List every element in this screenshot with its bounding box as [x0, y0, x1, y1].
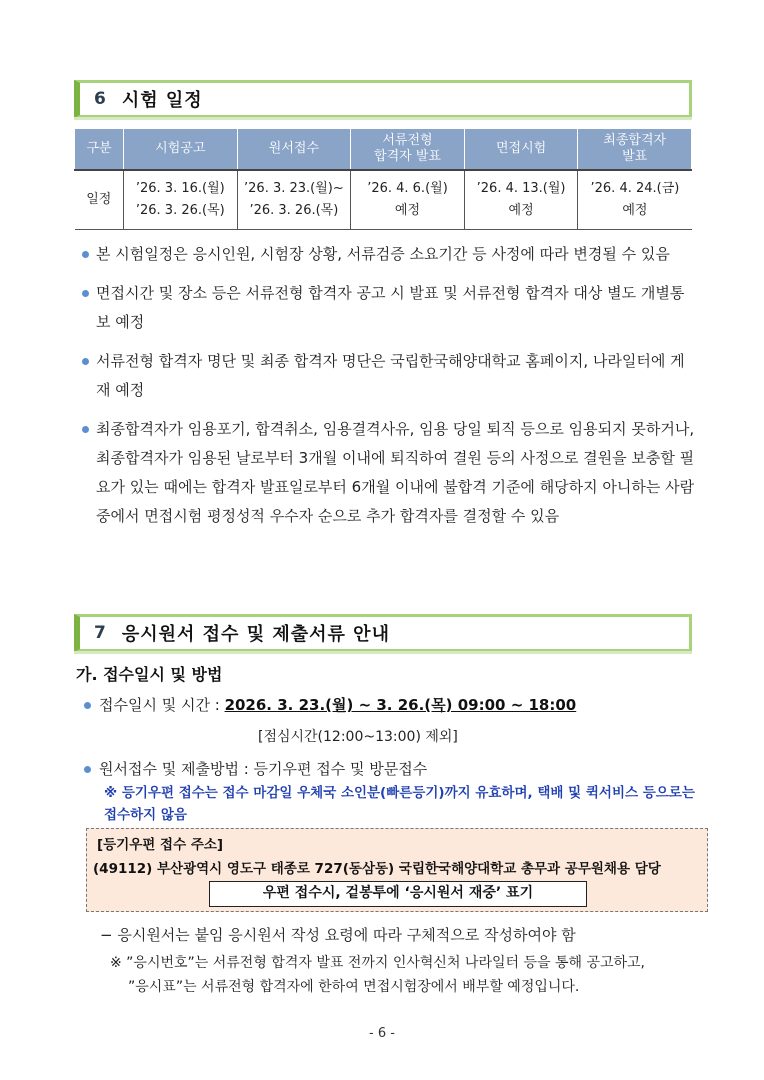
header-interview: 면접시험	[464, 129, 578, 171]
table-row	[75, 170, 692, 230]
cell-application: ’26. 3. 23.(월)~ ’26. 3. 26.(목)	[237, 170, 351, 230]
section-7-heading	[74, 614, 692, 652]
header-announcement: 시험공고	[124, 129, 238, 171]
section-title: 시험 일정	[121, 90, 203, 111]
header-application: 원서접수	[237, 129, 351, 171]
page-number: - 6 -	[369, 1026, 395, 1041]
header-document-result: 서류전형 합격자 발표	[351, 129, 465, 171]
header-category: 구분	[75, 129, 124, 171]
form-instruction: − 응시원서는 붙임 응시원서 작성 요령에 따라 구체적으로 작성하여야 함	[100, 926, 576, 944]
list-item: 면접시간 및 장소 등은 서류전형 합격자 공고 시 발표 및 서류전형 합격자 대상 별도 개별통보 예정	[80, 279, 696, 337]
section-title: 응시원서 접수 및 제출서류 안내	[121, 624, 390, 645]
cell-final-result: ’26. 4. 24.(금) 예정	[578, 170, 692, 230]
address-label: [등기우편 접수 주소]	[97, 837, 224, 853]
schedule-table	[74, 128, 692, 230]
reference-note-1: ※ ”응시번호”는 서류전형 합격자 발표 전까지 인사혁신처 나라일터 등을 통해 공고하고,	[110, 955, 646, 971]
subsection-heading: 가. 접수일시 및 방법	[76, 665, 223, 684]
application-period-value: 2026. 3. 23.(월) ~ 3. 26.(목) 09:00 ~ 18:00	[224, 696, 577, 714]
cell-document-result: ’26. 4. 6.(월) 예정	[351, 170, 465, 230]
mailing-address: (49112) 부산광역시 영도구 태종로 727(동삼동) 국립한국해양대학교 총무과 공무원채용 담당	[93, 861, 661, 877]
table-header-row	[75, 129, 692, 171]
lunch-note: [점심시간(12:00~13:00) 제외]	[258, 729, 458, 745]
section-6-heading	[74, 80, 692, 118]
application-method: 원서접수 및 제출방법 : 등기우편 접수 및 방문접수	[84, 758, 427, 779]
section-number: 6	[94, 89, 106, 109]
list-item: 본 시험일정은 응시인원, 시험장 상황, 서류검증 소요기간 등 사정에 따라 변경될 수 있음	[80, 240, 696, 269]
schedule-notes	[80, 240, 696, 541]
cell-interview: ’26. 4. 13.(월) 예정	[464, 170, 578, 230]
reference-note-2: ”응시표”는 서류전형 합격자에 한하여 면접시험장에서 배부할 예정입니다.	[128, 979, 580, 995]
bullet-icon	[84, 766, 91, 773]
bullet-icon	[84, 702, 91, 709]
address-box	[86, 828, 708, 912]
section-number: 7	[94, 623, 106, 643]
envelope-note: 우편 접수시, 겉봉투에 ‘응시원서 재중’ 표기	[209, 881, 587, 907]
cell-announcement: ’26. 3. 16.(월) ’26. 3. 26.(목)	[124, 170, 238, 230]
header-final-result: 최종합격자 발표	[578, 129, 692, 171]
list-item: 서류전형 합격자 명단 및 최종 합격자 명단은 국립한국해양대학교 홈페이지, 나라일터에 게재 예정	[80, 347, 696, 405]
application-period: 접수일시 및 시간 : 2026. 3. 23.(월) ~ 3. 26.(목) 09:00 ~ 18:00	[84, 694, 576, 715]
list-item: 최종합격자가 임용포기, 합격취소, 임용결격사유, 임용 당일 퇴직 등으로 임용되지 못하거나, 최종합격자가 임용된 날로부터 3개월 이내에 퇴직하여 결원 등의 사정으로 결원을 보충할 필요가 있는 때에는 합격자 발표일로부터 6개월 이내에 불합격 기준에 해당하지 아니하는 사람 중에서 면접시험 평정성적 우수자 순으로 추가 합격자를 결정할 수 있음	[80, 415, 696, 531]
registered-mail-note: ※ 등기우편 접수는 접수 마감일 우체국 소인분(빠른등기)까지 유효하며, 택배 및 퀵서비스 등으로는 접수하지 않음	[104, 785, 695, 823]
row-label: 일정	[75, 170, 124, 230]
